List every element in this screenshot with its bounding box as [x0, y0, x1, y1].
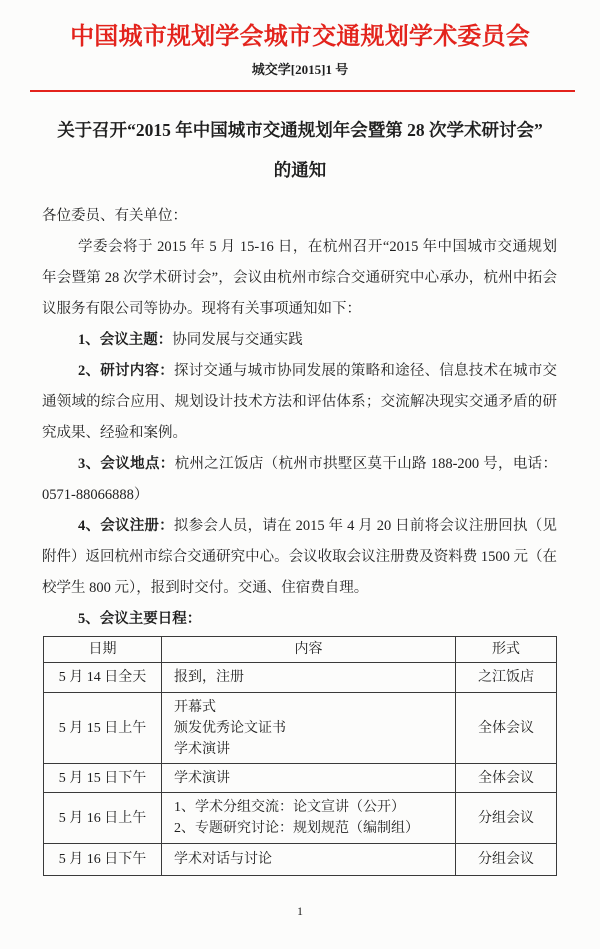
content-line: 1、学术分组交流：论文宣讲（公开）: [174, 800, 405, 815]
cell-date: 5 月 15 日上午: [44, 693, 162, 764]
item-discussion-topics: [42, 356, 557, 387]
item-text-line: 究成果、经验和案例。: [42, 425, 187, 441]
document-number: 城交学[2015]1 号: [251, 62, 349, 77]
item-schedule-heading: [42, 604, 557, 635]
item-text-line: 0571-88066888）: [42, 487, 149, 503]
column-header-format: 形式: [456, 637, 557, 663]
cell-format: 之江饭店: [456, 663, 557, 693]
cell-content: [162, 764, 456, 793]
table-row: [44, 793, 557, 844]
page-number: 1: [297, 904, 303, 918]
cell-content: [162, 693, 456, 764]
cell-content: [162, 663, 456, 693]
cell-format: 分组会议: [456, 844, 557, 876]
table-row: [44, 693, 557, 764]
column-header-content: 内容: [162, 637, 456, 663]
table-header-row: [44, 637, 557, 663]
item-text-line: 通领域的综合应用、规划设计技术方法和评估体系；交流解决现实交通矛盾的研: [42, 394, 557, 410]
cell-content: [162, 793, 456, 844]
content-line: 学术对话与讨论: [174, 852, 272, 867]
table-row: [44, 663, 557, 693]
notice-title-line-2: 的通知: [273, 160, 327, 180]
item-meeting-theme: [42, 325, 557, 356]
table-row: [44, 764, 557, 793]
content-line: 报到，注册: [174, 670, 244, 685]
item-registration: [42, 511, 557, 542]
item-text: 探讨交通与城市协同发展的策略和途径、信息技术在城市交: [173, 363, 558, 379]
cell-date: 5 月 15 日下午: [44, 764, 162, 793]
item-label: 2、研讨内容：: [78, 363, 174, 379]
content-line: 学术演讲: [174, 770, 230, 786]
item-text: 协同发展与交通实践: [172, 332, 303, 348]
content-line: 颁发优秀论文证书: [174, 720, 286, 736]
content-line: 2、专题研究讨论：规划规范（编制组）: [174, 821, 419, 836]
column-header-date: 日期: [44, 637, 162, 663]
schedule-table: [43, 636, 557, 876]
item-label: 3、会议地点：: [78, 456, 175, 472]
red-header-rule: [30, 90, 575, 92]
item-text: 杭州之江饭店（杭州市拱墅区莫干山路 188-200 号，电话：: [174, 456, 558, 472]
table-row: [44, 844, 557, 876]
content-line: 学术演讲: [174, 741, 230, 757]
intro-line: 年会暨第 28 次学术研讨会”，会议由杭州市综合交通研究中心承办，杭州中拓会: [42, 270, 557, 286]
cell-format: 分组会议: [456, 793, 557, 844]
cell-date: 5 月 16 日下午: [44, 844, 162, 876]
item-label: 5、会议主要日程：: [78, 611, 202, 627]
cell-format: 全体会议: [456, 764, 557, 793]
item-text-line: 校学生 800 元），报到时交付。交通、住宿费自理。: [42, 580, 369, 596]
intro-line: 议服务有限公司等协办。现将有关事项通知如下：: [42, 301, 361, 317]
issuing-organization: 中国城市规划学会城市交通规划学术委员会: [70, 24, 530, 50]
salutation: 各位委员、有关单位：: [42, 208, 187, 224]
cell-format: 全体会议: [456, 693, 557, 764]
notice-title-line-1: 关于召开“2015 年中国城市交通规划年会暨第 28 次学术研讨会”: [57, 120, 543, 140]
item-label: 4、会议注册：: [78, 518, 174, 534]
cell-content: [162, 844, 456, 876]
cell-date: 5 月 16 日上午: [44, 793, 162, 844]
content-line: 开幕式: [174, 699, 216, 715]
item-label: 1、会议主题：: [78, 332, 173, 348]
intro-line: 学委会将于 2015 年 5 月 15-16 日，在杭州召开“2015 年中国城市交通规划: [78, 239, 557, 255]
cell-date: 5 月 14 日全天: [44, 663, 162, 693]
item-text: 拟参会人员，请在 2015 年 4 月 20 日前将会议注册回执（见: [173, 518, 558, 534]
notice-body: [42, 201, 557, 635]
item-text-line: 附件）返回杭州市综合交通研究中心。会议收取会议注册费及资料费 1500 元（在: [42, 549, 557, 565]
item-meeting-venue: [42, 449, 557, 480]
